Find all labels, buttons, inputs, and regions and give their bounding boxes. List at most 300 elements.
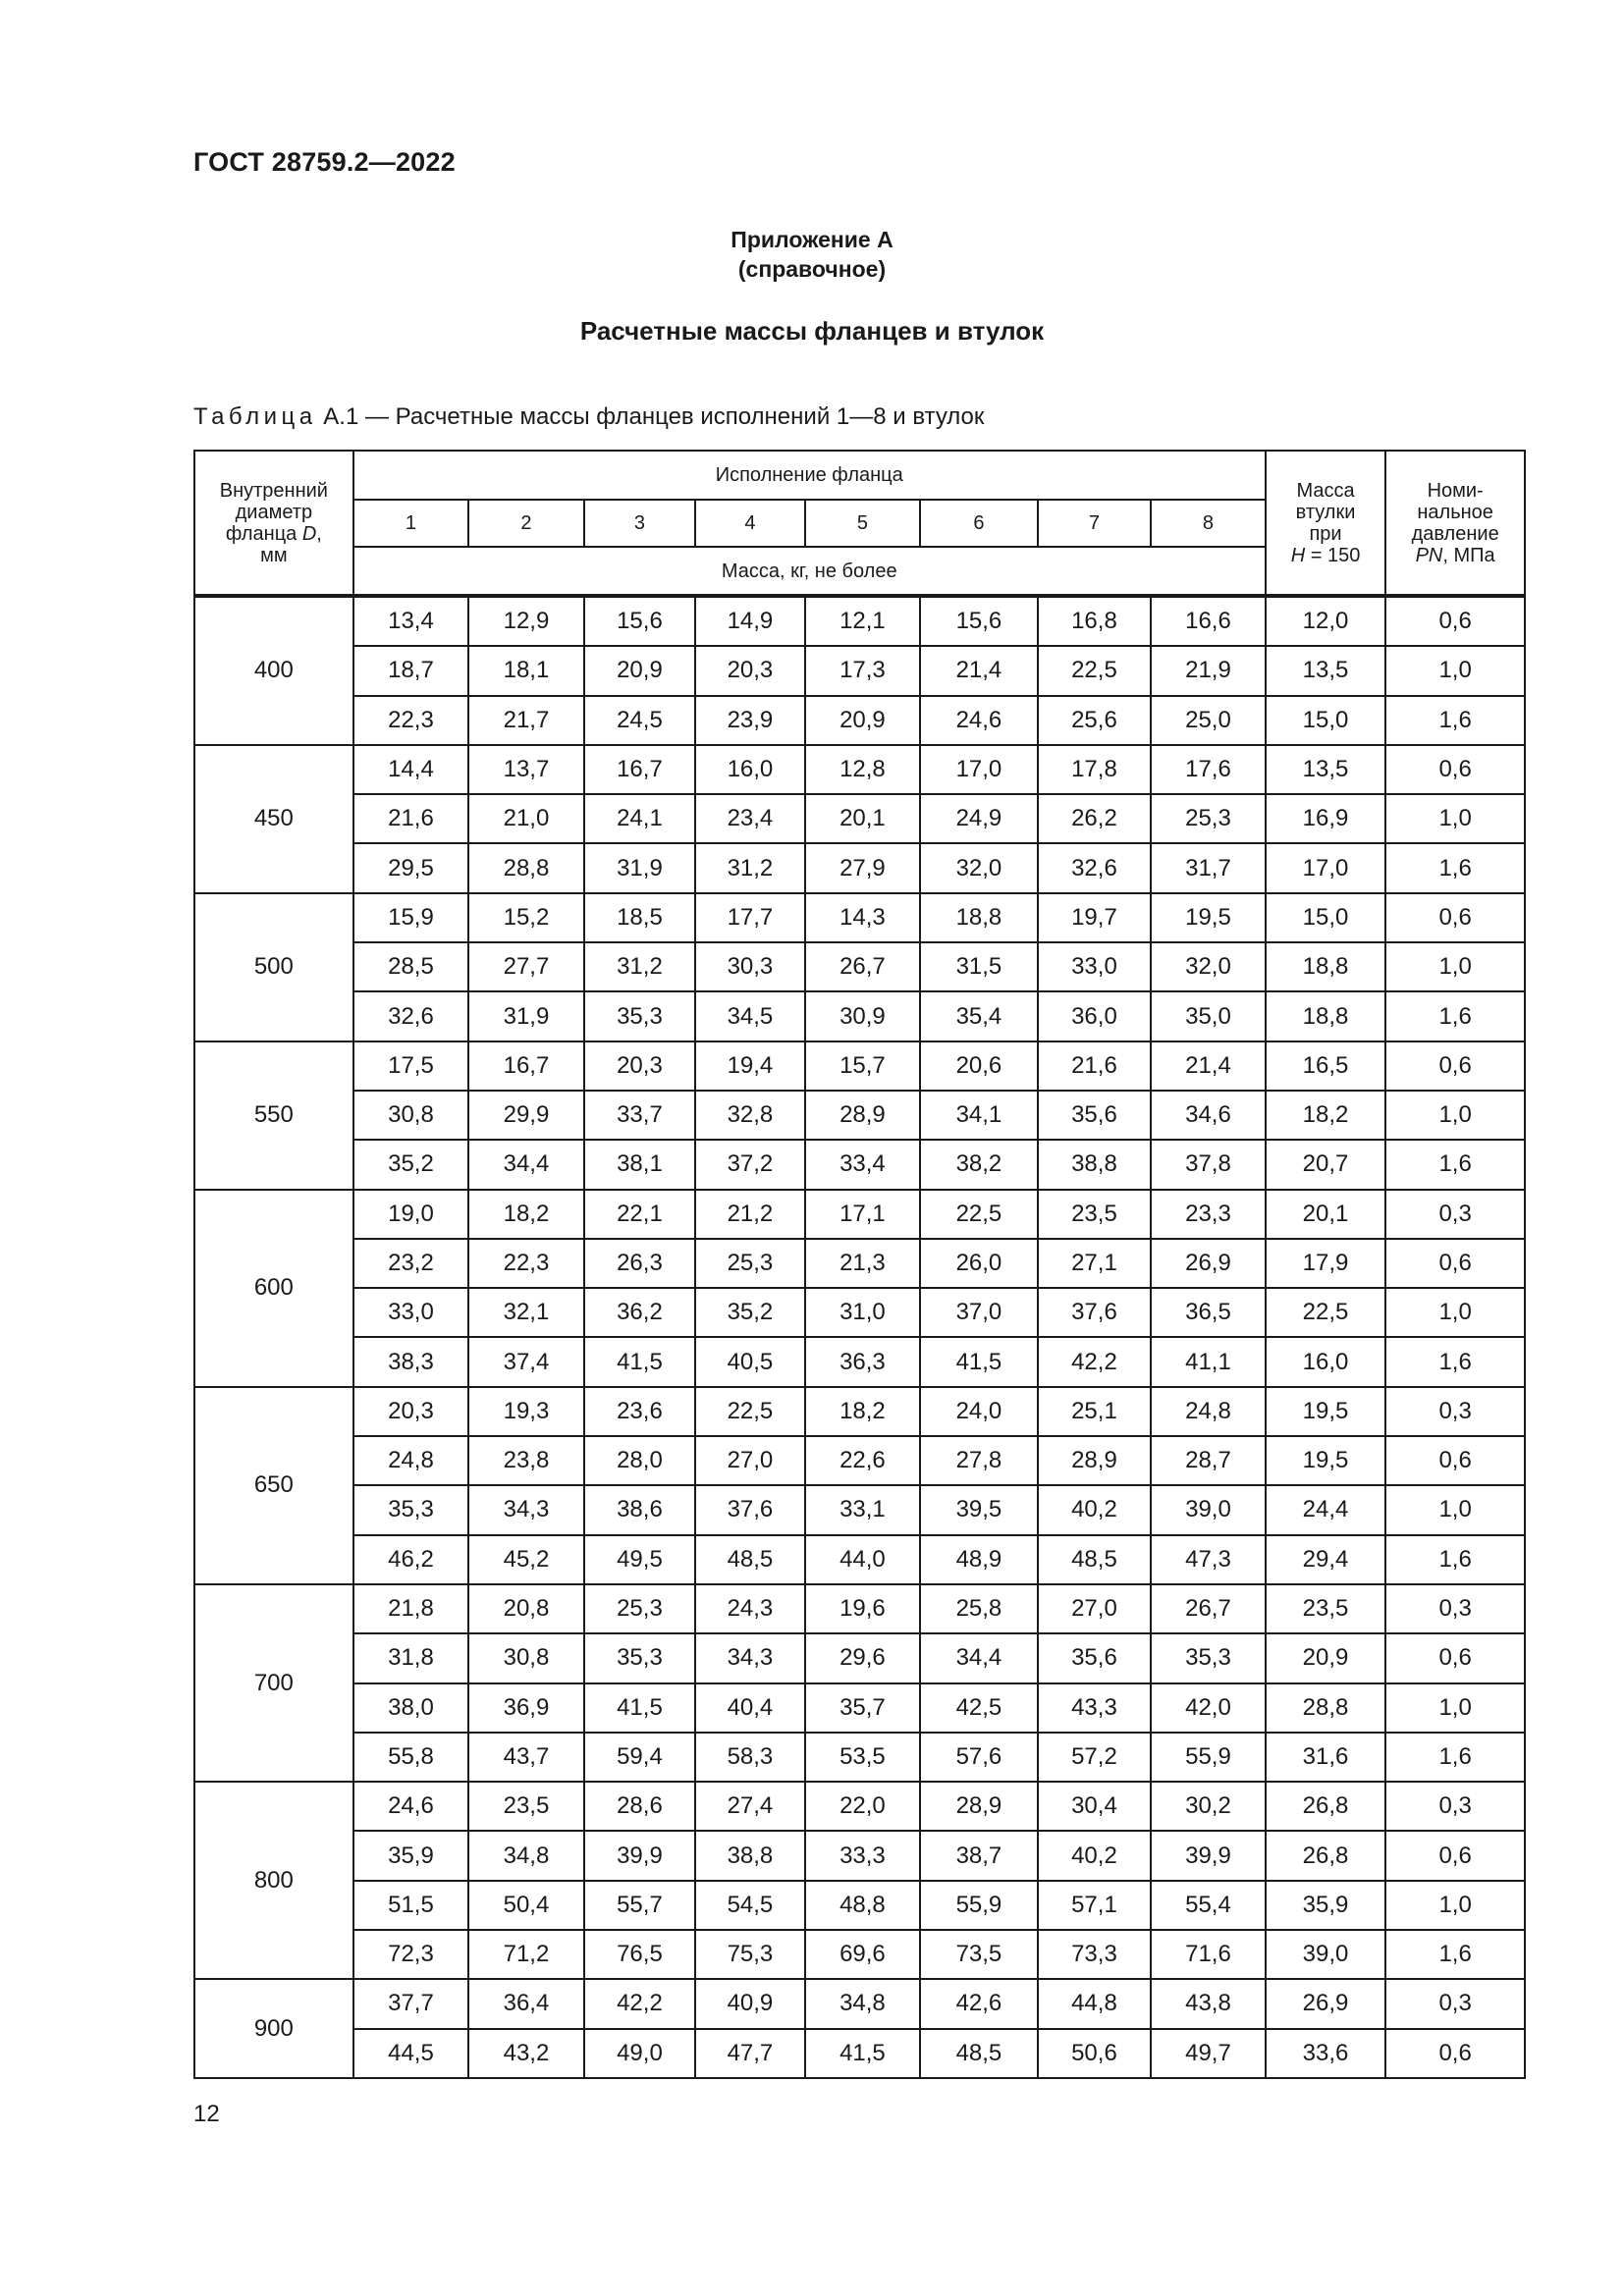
flange-mass-cell: 25,8 [920,1584,1038,1633]
flange-mass-cell: 23,5 [468,1782,584,1831]
flange-mass-cell: 27,9 [805,843,921,892]
flange-mass-cell: 31,5 [920,942,1038,991]
diameter-cell: 450 [194,745,353,893]
pressure-cell: 1,0 [1385,1881,1525,1930]
pressure-cell: 1,0 [1385,1683,1525,1733]
flange-mass-cell: 35,3 [353,1485,469,1534]
flange-mass-cell: 12,9 [468,596,584,646]
pressure-cell: 1,0 [1385,1485,1525,1534]
flange-mass-cell: 31,7 [1151,843,1266,892]
flange-mass-cell: 18,2 [468,1190,584,1239]
diameter-cell: 800 [194,1782,353,1979]
pressure-cell: 0,6 [1385,1831,1525,1880]
flange-mass-cell: 57,1 [1038,1881,1152,1930]
flange-mass-cell: 58,3 [695,1733,804,1782]
sleeve-mass-cell: 26,9 [1266,1979,1386,2028]
flange-mass-cell: 24,0 [920,1387,1038,1436]
flange-mass-cell: 37,6 [1038,1288,1152,1337]
flange-mass-cell: 22,1 [584,1190,695,1239]
flange-mass-cell: 16,0 [695,745,804,794]
flange-mass-cell: 26,0 [920,1239,1038,1288]
flange-mass-cell: 23,6 [584,1387,695,1436]
table-row [194,596,1525,646]
flange-mass-cell: 50,4 [468,1881,584,1930]
flange-mass-cell: 42,0 [1151,1683,1266,1733]
flange-mass-cell: 23,3 [1151,1190,1266,1239]
table-row [194,843,1525,892]
flange-mass-cell: 14,9 [695,596,804,646]
flange-mass-cell: 31,9 [468,991,584,1041]
flange-mass-cell: 34,3 [695,1633,804,1682]
header-execution-5: 5 [805,500,921,547]
flange-mass-cell: 15,6 [584,596,695,646]
table-row [194,1733,1525,1782]
flange-mass-cell: 72,3 [353,1930,469,1979]
flange-mass-cell: 32,8 [695,1091,804,1140]
flange-mass-cell: 37,2 [695,1140,804,1189]
flange-mass-cell: 17,6 [1151,745,1266,794]
flange-mass-cell: 29,5 [353,843,469,892]
flange-mass-cell: 51,5 [353,1881,469,1930]
sleeve-mass-cell: 18,2 [1266,1091,1386,1140]
flange-mass-cell: 71,2 [468,1930,584,1979]
flange-mass-cell: 49,0 [584,2029,695,2078]
flange-mass-cell: 29,9 [468,1091,584,1140]
table-row [194,893,1525,942]
flange-mass-cell: 26,2 [1038,794,1152,843]
pressure-cell: 1,6 [1385,1535,1525,1584]
table-row [194,794,1525,843]
flange-mass-cell: 30,2 [1151,1782,1266,1831]
table-row [194,745,1525,794]
flange-mass-cell: 48,8 [805,1881,921,1930]
flange-mass-cell: 22,0 [805,1782,921,1831]
flange-mass-cell: 24,9 [920,794,1038,843]
flange-mass-cell: 36,9 [468,1683,584,1733]
flange-mass-cell: 20,3 [695,646,804,695]
flange-mass-cell: 25,1 [1038,1387,1152,1436]
flange-mass-cell: 25,3 [1151,794,1266,843]
flange-mass-cell: 33,0 [353,1288,469,1337]
flange-mass-cell: 19,7 [1038,893,1152,942]
flange-mass-cell: 42,2 [584,1979,695,2028]
flange-mass-cell: 20,3 [353,1387,469,1436]
sleeve-mass-cell: 13,5 [1266,646,1386,695]
sleeve-mass-cell: 26,8 [1266,1782,1386,1831]
flange-mass-cell: 18,5 [584,893,695,942]
flange-mass-cell: 27,1 [1038,1239,1152,1288]
flange-mass-cell: 18,2 [805,1387,921,1436]
pressure-cell: 0,6 [1385,1633,1525,1682]
header-execution-1: 1 [353,500,469,547]
flange-mass-cell: 15,9 [353,893,469,942]
flange-mass-cell: 17,1 [805,1190,921,1239]
diameter-cell: 550 [194,1041,353,1190]
flange-mass-cell: 12,1 [805,596,921,646]
flange-mass-cell: 75,3 [695,1930,804,1979]
flange-mass-cell: 26,7 [1151,1584,1266,1633]
flange-mass-cell: 21,2 [695,1190,804,1239]
pressure-cell: 1,6 [1385,1733,1525,1782]
table-row [194,1633,1525,1682]
flange-mass-cell: 38,1 [584,1140,695,1189]
flange-mass-cell: 44,5 [353,2029,469,2078]
flange-mass-cell: 42,5 [920,1683,1038,1733]
flange-mass-cell: 28,5 [353,942,469,991]
flange-mass-cell: 55,4 [1151,1881,1266,1930]
diameter-cell: 650 [194,1387,353,1584]
flange-mass-cell: 35,6 [1038,1633,1152,1682]
pressure-cell: 0,3 [1385,1782,1525,1831]
flange-mass-cell: 35,2 [695,1288,804,1337]
flange-mass-cell: 29,6 [805,1633,921,1682]
sleeve-mass-cell: 15,0 [1266,696,1386,745]
flange-mass-cell: 38,0 [353,1683,469,1733]
flange-mass-cell: 32,0 [920,843,1038,892]
flange-mass-cell: 16,7 [468,1041,584,1091]
flange-mass-cell: 17,8 [1038,745,1152,794]
flange-mass-cell: 55,8 [353,1733,469,1782]
flange-mass-cell: 42,2 [1038,1337,1152,1386]
flange-mass-cell: 40,2 [1038,1485,1152,1534]
flange-mass-cell: 27,7 [468,942,584,991]
flange-mass-cell: 20,3 [584,1041,695,1091]
flange-mass-cell: 22,3 [468,1239,584,1288]
flange-mass-cell: 59,4 [584,1733,695,1782]
flange-mass-cell: 20,8 [468,1584,584,1633]
flange-mass-cell: 49,7 [1151,2029,1266,2078]
flange-mass-cell: 31,0 [805,1288,921,1337]
flange-mass-cell: 35,3 [584,991,695,1041]
flange-mass-cell: 33,1 [805,1485,921,1534]
table-row [194,1979,1525,2028]
flange-mass-cell: 39,9 [1151,1831,1266,1880]
diameter-cell: 900 [194,1979,353,2078]
flange-mass-cell: 22,3 [353,696,469,745]
flange-mass-cell: 49,5 [584,1535,695,1584]
sleeve-mass-cell: 19,5 [1266,1436,1386,1485]
flange-mass-cell: 28,0 [584,1436,695,1485]
flange-mass-cell: 57,2 [1038,1733,1152,1782]
flange-mass-cell: 27,0 [1038,1584,1152,1633]
flange-mass-cell: 38,8 [695,1831,804,1880]
sleeve-mass-cell: 16,5 [1266,1041,1386,1091]
sleeve-mass-cell: 22,5 [1266,1288,1386,1337]
flange-mass-cell: 30,8 [353,1091,469,1140]
flange-mass-cell: 41,1 [1151,1337,1266,1386]
flange-mass-cell: 36,5 [1151,1288,1266,1337]
flange-mass-cell: 28,7 [1151,1436,1266,1485]
table-row [194,1436,1525,1485]
flange-mass-cell: 25,0 [1151,696,1266,745]
pressure-cell: 0,3 [1385,1584,1525,1633]
pressure-cell: 0,6 [1385,596,1525,646]
flange-mass-cell: 24,8 [1151,1387,1266,1436]
table-row [194,1831,1525,1880]
flange-mass-cell: 22,5 [1038,646,1152,695]
flange-mass-cell: 47,7 [695,2029,804,2078]
pressure-cell: 0,3 [1385,1387,1525,1436]
flange-mass-cell: 34,1 [920,1091,1038,1140]
pressure-cell: 0,6 [1385,745,1525,794]
flange-mass-cell: 24,6 [920,696,1038,745]
sleeve-mass-cell: 35,9 [1266,1881,1386,1930]
flange-mass-cell: 21,4 [920,646,1038,695]
flange-mass-cell: 19,5 [1151,893,1266,942]
flange-mass-cell: 31,9 [584,843,695,892]
flange-mass-cell: 54,5 [695,1881,804,1930]
table-row [194,1140,1525,1189]
flange-mass-cell: 25,6 [1038,696,1152,745]
flange-mass-cell: 35,2 [353,1140,469,1189]
flange-mass-cell: 16,6 [1151,596,1266,646]
sleeve-mass-cell: 28,8 [1266,1683,1386,1733]
flange-mass-cell: 12,8 [805,745,921,794]
pressure-cell: 1,0 [1385,942,1525,991]
flange-mass-cell: 40,5 [695,1337,804,1386]
flange-mass-cell: 44,0 [805,1535,921,1584]
flange-mass-cell: 23,9 [695,696,804,745]
flange-mass-cell: 24,3 [695,1584,804,1633]
flange-mass-cell: 28,8 [468,843,584,892]
flange-mass-cell: 34,5 [695,991,804,1041]
table-row [194,696,1525,745]
table-row [194,991,1525,1041]
flange-mass-cell: 35,0 [1151,991,1266,1041]
flange-mass-cell: 37,0 [920,1288,1038,1337]
table-row [194,1535,1525,1584]
flange-mass-cell: 21,8 [353,1584,469,1633]
flange-mass-cell: 53,5 [805,1733,921,1782]
pressure-cell: 0,3 [1385,1979,1525,2028]
sleeve-mass-cell: 17,9 [1266,1239,1386,1288]
flange-mass-cell: 32,0 [1151,942,1266,991]
flange-mass-cell: 28,9 [805,1091,921,1140]
flange-mass-cell: 38,3 [353,1337,469,1386]
table-row [194,1485,1525,1534]
flange-mass-cell: 40,4 [695,1683,804,1733]
flange-mass-cell: 38,7 [920,1831,1038,1880]
flange-mass-cell: 28,9 [1038,1436,1152,1485]
pressure-cell: 0,3 [1385,1190,1525,1239]
sleeve-mass-cell: 13,5 [1266,745,1386,794]
flange-mass-cell: 33,4 [805,1140,921,1189]
sleeve-mass-cell: 26,8 [1266,1831,1386,1880]
flange-mass-cell: 48,5 [695,1535,804,1584]
sleeve-mass-cell: 16,0 [1266,1337,1386,1386]
flange-mass-cell: 21,6 [1038,1041,1152,1091]
flange-mass-cell: 20,1 [805,794,921,843]
flange-mass-cell: 43,8 [1151,1979,1266,2028]
flange-mass-cell: 16,7 [584,745,695,794]
flange-mass-cell: 21,4 [1151,1041,1266,1091]
sleeve-mass-cell: 39,0 [1266,1930,1386,1979]
header-execution-6: 6 [920,500,1038,547]
flange-mass-cell: 25,3 [584,1584,695,1633]
diameter-cell: 400 [194,596,353,745]
flange-mass-cell: 24,5 [584,696,695,745]
flange-mass-cell: 69,6 [805,1930,921,1979]
sleeve-mass-cell: 12,0 [1266,596,1386,646]
table-row [194,1683,1525,1733]
flange-mass-cell: 35,9 [353,1831,469,1880]
flange-mass-cell: 37,4 [468,1337,584,1386]
sleeve-mass-cell: 16,9 [1266,794,1386,843]
flange-mass-cell: 24,1 [584,794,695,843]
flange-mass-cell: 46,2 [353,1535,469,1584]
diameter-cell: 600 [194,1190,353,1387]
header-execution-4: 4 [695,500,804,547]
pressure-cell: 1,6 [1385,1337,1525,1386]
flange-mass-cell: 36,2 [584,1288,695,1337]
header-execution: Исполнение фланца [353,451,1266,500]
pressure-cell: 1,6 [1385,843,1525,892]
flange-mass-cell: 35,6 [1038,1091,1152,1140]
flange-mass-cell: 31,8 [353,1633,469,1682]
sleeve-mass-cell: 29,4 [1266,1535,1386,1584]
sleeve-mass-cell: 15,0 [1266,893,1386,942]
flange-mass-cell: 26,7 [805,942,921,991]
page-number: 12 [193,2101,220,2127]
flange-mass-cell: 20,9 [805,696,921,745]
document-code: ГОСТ 28759.2—2022 [193,147,456,177]
flange-mass-cell: 31,2 [695,843,804,892]
flange-mass-cell: 40,9 [695,1979,804,2028]
header-execution-3: 3 [584,500,695,547]
flange-mass-cell: 17,0 [920,745,1038,794]
flange-mass-cell: 18,1 [468,646,584,695]
pressure-cell: 0,6 [1385,1436,1525,1485]
table-row [194,1041,1525,1091]
pressure-cell: 1,0 [1385,1288,1525,1337]
sleeve-mass-cell: 24,4 [1266,1485,1386,1534]
flange-mass-cell: 40,2 [1038,1831,1152,1880]
flange-mass-cell: 47,3 [1151,1535,1266,1584]
flange-mass-cell: 18,8 [920,893,1038,942]
flange-mass-cell: 30,3 [695,942,804,991]
sleeve-mass-cell: 20,7 [1266,1140,1386,1189]
header-nominal-pressure: Номи- нальное давление PN, МПа [1385,451,1525,596]
diameter-cell: 700 [194,1584,353,1782]
table-row [194,1288,1525,1337]
appendix-kind: (справочное) [737,256,887,282]
pressure-cell: 1,6 [1385,1140,1525,1189]
flange-mass-cell: 19,3 [468,1387,584,1436]
flange-mass-cell: 32,6 [353,991,469,1041]
flange-mass-cell: 28,6 [584,1782,695,1831]
table-row [194,1584,1525,1633]
sleeve-mass-cell: 20,1 [1266,1190,1386,1239]
table-row [194,1930,1525,1979]
flange-mass-cell: 23,2 [353,1239,469,1288]
flange-mass-cell: 20,9 [584,646,695,695]
flange-mass-cell: 28,9 [920,1782,1038,1831]
flange-mass-cell: 22,5 [695,1387,804,1436]
flange-mass-cell: 57,6 [920,1733,1038,1782]
flange-mass-cell: 15,7 [805,1041,921,1091]
flange-mass-cell: 31,2 [584,942,695,991]
flange-mass-cell: 13,7 [468,745,584,794]
header-execution-7: 7 [1038,500,1152,547]
table-caption [193,403,984,431]
flange-mass-cell: 21,9 [1151,646,1266,695]
sleeve-mass-cell: 31,6 [1266,1733,1386,1782]
flange-mass-cell: 21,3 [805,1239,921,1288]
appendix-title: Приложение А [731,227,893,252]
flange-mass-cell: 41,5 [584,1683,695,1733]
flange-mass-cell: 55,7 [584,1881,695,1930]
table-body [194,596,1525,2078]
flange-mass-cell: 15,6 [920,596,1038,646]
sleeve-mass-cell: 17,0 [1266,843,1386,892]
flange-mass-cell: 39,5 [920,1485,1038,1534]
flange-mass-cell: 45,2 [468,1535,584,1584]
flange-mass-cell: 21,0 [468,794,584,843]
flange-mass-cell: 22,6 [805,1436,921,1485]
sleeve-mass-cell: 19,5 [1266,1387,1386,1436]
flange-mass-cell: 35,3 [1151,1633,1266,1682]
pressure-cell: 0,6 [1385,893,1525,942]
sleeve-mass-cell: 20,9 [1266,1633,1386,1682]
flange-mass-cell: 30,4 [1038,1782,1152,1831]
flange-mass-cell: 33,3 [805,1831,921,1880]
header-sleeve-mass: Масса втулки при H = 150 [1266,451,1386,596]
table-row [194,646,1525,695]
pressure-cell: 1,0 [1385,794,1525,843]
table-row [194,1782,1525,1831]
flange-mass-cell: 19,0 [353,1190,469,1239]
flange-mass-cell: 24,8 [353,1436,469,1485]
flange-mass-cell: 39,9 [584,1831,695,1880]
flange-mass-cell: 33,7 [584,1091,695,1140]
flange-mass-cell: 21,6 [353,794,469,843]
flange-mass-cell: 14,4 [353,745,469,794]
flange-mass-cell: 48,5 [1038,1535,1152,1584]
table-row [194,1190,1525,1239]
table-row [194,1337,1525,1386]
flange-mass-table [193,450,1526,2079]
header-execution-8: 8 [1151,500,1266,547]
flange-mass-cell: 38,8 [1038,1140,1152,1189]
pressure-cell: 1,6 [1385,991,1525,1041]
flange-mass-cell: 33,0 [1038,942,1152,991]
flange-mass-cell: 39,0 [1151,1485,1266,1534]
flange-mass-cell: 20,6 [920,1041,1038,1091]
pressure-cell: 1,0 [1385,646,1525,695]
flange-mass-cell: 32,6 [1038,843,1152,892]
flange-mass-cell: 71,6 [1151,1930,1266,1979]
flange-mass-cell: 19,4 [695,1041,804,1091]
flange-mass-cell: 36,4 [468,1979,584,2028]
flange-mass-cell: 42,6 [920,1979,1038,2028]
flange-mass-cell: 35,7 [805,1683,921,1733]
flange-mass-cell: 27,8 [920,1436,1038,1485]
sleeve-mass-cell: 23,5 [1266,1584,1386,1633]
table-row [194,1239,1525,1288]
flange-mass-cell: 36,3 [805,1337,921,1386]
header-execution-2: 2 [468,500,584,547]
flange-mass-cell: 24,6 [353,1782,469,1831]
table-row [194,2029,1525,2078]
flange-mass-cell: 34,8 [468,1831,584,1880]
table-caption-text: А.1 — Расчетные массы фланцев исполнений 1—8 и втулок [323,403,985,430]
flange-mass-cell: 48,5 [920,2029,1038,2078]
flange-mass-cell: 76,5 [584,1930,695,1979]
flange-mass-cell: 44,8 [1038,1979,1152,2028]
pressure-cell: 0,6 [1385,1041,1525,1091]
flange-mass-cell: 38,2 [920,1140,1038,1189]
diameter-cell: 500 [194,893,353,1041]
